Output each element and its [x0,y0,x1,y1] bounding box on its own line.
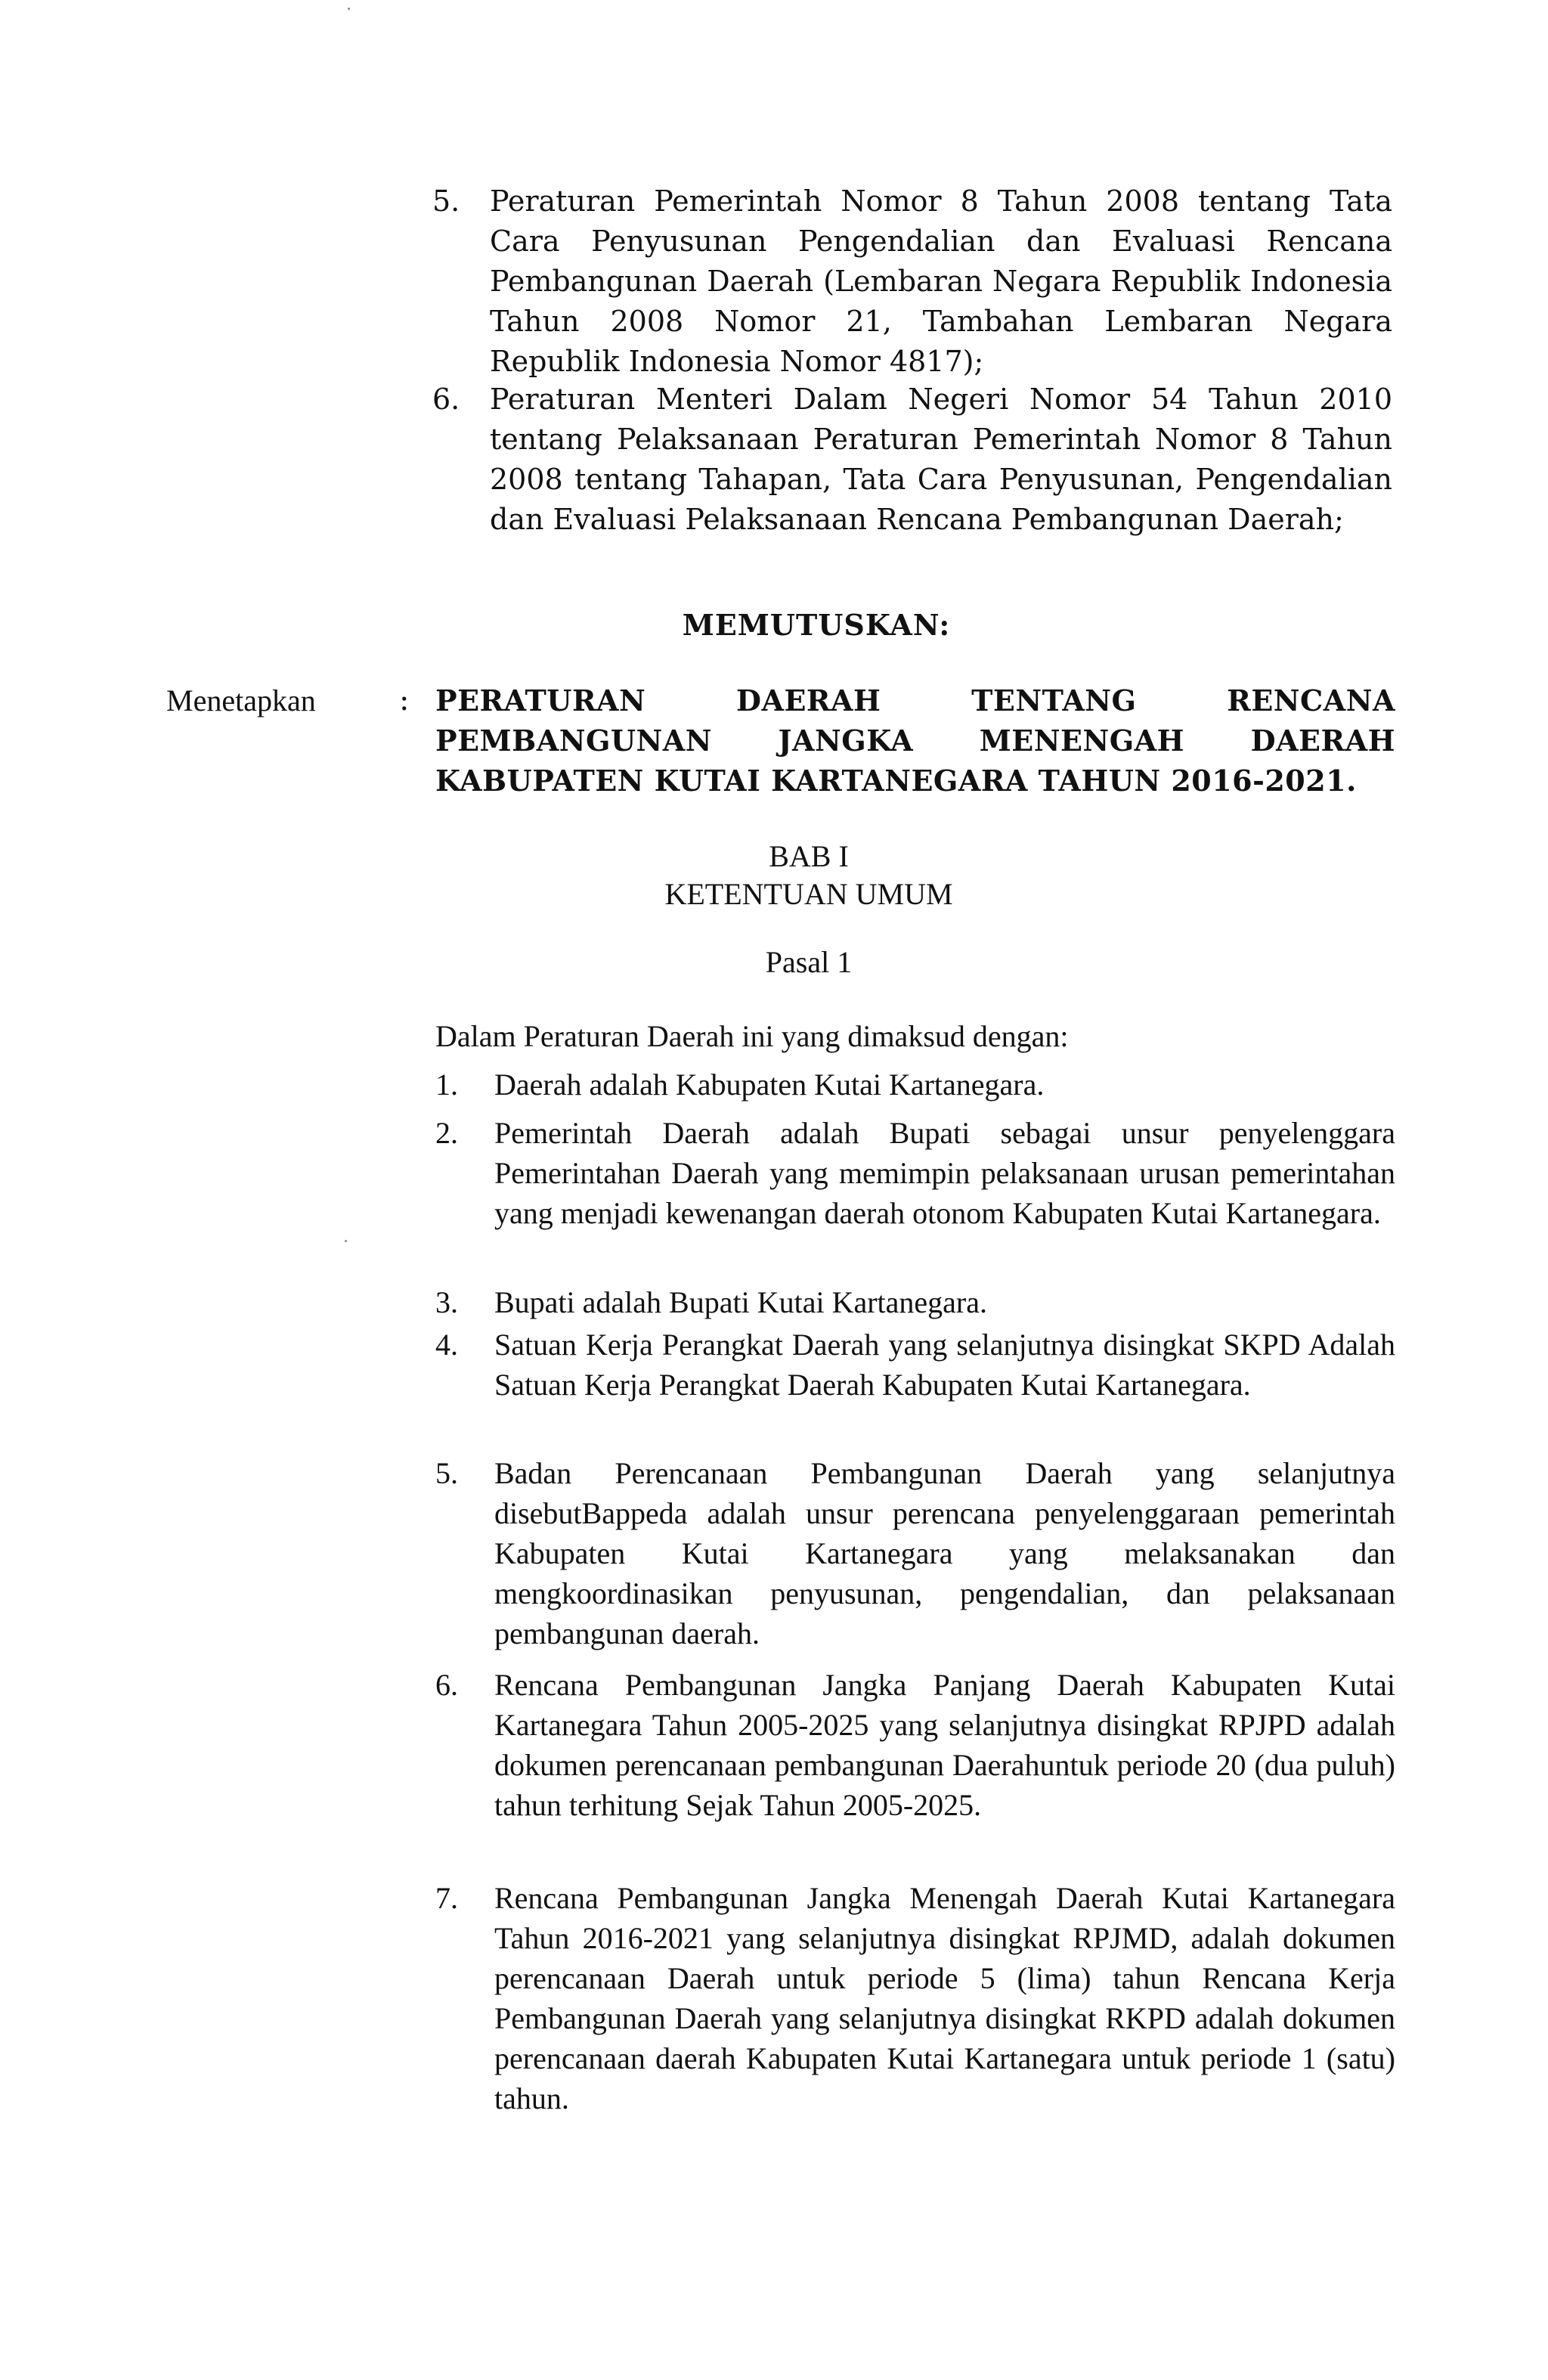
menetapkan-text: PERATURAN DAERAH TENTANG RENCANA PEMBANGUNAN JANGKA MENENGAH DAERAH KABUPATEN KUTAI KARTANEGARA TAHUN 2016-2021. [435,683,1395,798]
chapter-subtitle: KETENTUAN UMUM [664,877,953,911]
definition-number: 3. [435,1285,458,1319]
definition-text: Pemerintah Daerah adalah Bupati sebagai unsur penyelenggara Pemerintahan Daerah yang memimpin pelaksanaan urusan pemerintahan yang menjadi kewenangan daerah otonom Kabupaten Kutai Kartanegara. [494,1116,1395,1230]
definition-item [435,1878,1395,2118]
consideration-text: Peraturan Pemerintah Nomor 8 Tahun 2008 tentang Tata Cara Penyusunan Pengendalian dan Evaluasi Rencana Pembangunan Daerah (Lembaran Negara Republik Indonesia Tahun 2008 Nomor 21, Tambahan Lembaran Negara Republik Indonesia Nomor 4817); [490,184,1392,378]
consideration-number: 5. [432,184,460,218]
definition-number: 5. [435,1456,458,1490]
definitions-intro: Dalam Peraturan Daerah ini yang dimaksud dengan: [435,1019,1069,1053]
scan-speck [348,8,350,10]
definition-item [435,1282,1395,1322]
definition-item [435,1113,1395,1233]
definition-item [435,1453,1395,1653]
definition-number: 1. [435,1068,458,1102]
chapter-title: BAB I [769,839,849,873]
definition-text: Daerah adalah Kabupaten Kutai Kartanegara. [494,1068,1045,1102]
definition-number: 2. [435,1116,458,1150]
consideration-number: 6. [432,383,460,416]
definition-number: 6. [435,1668,458,1702]
definition-text: Badan Perencanaan Pembangunan Daerah yang selanjutnya disebutBappeda adalah unsur perencana penyelenggaraan pemerintah Kabupaten Kutai Kartanegara yang melaksanakan dan mengkoordinasikan penyusunan, pengendalian, dan pelaksanaan pembangunan daerah. [494,1456,1395,1650]
definition-item [435,1064,1395,1105]
definition-text: Rencana Pembangunan Jangka Panjang Daerah Kabupaten Kutai Kartanegara Tahun 2005-2025 yang selanjutnya disingkat RPJPD adalah dokumen perencanaan pembangunan Daerahuntuk periode 20 (dua puluh) tahun terhitung Sejak Tahun 2005-2025. [494,1668,1395,1822]
scan-speck [345,1240,347,1242]
definition-text: Rencana Pembangunan Jangka Menengah Daerah Kutai Kartanegara Tahun 2016-2021 yang selanjutnya disingkat RPJMD, adalah dokumen perencanaan Daerah untuk periode 5 (lima) tahun Rencana Kerja Pembangunan Daerah yang selanjutnya disingkat RKPD adalah dokumen perencanaan daerah Kabupaten Kutai Kartanegara untuk periode 1 (satu) tahun. [494,1881,1395,2115]
menetapkan-colon: : [399,683,410,717]
definition-item [435,1665,1395,1825]
definition-number: 7. [435,1881,458,1915]
definition-text: Satuan Kerja Perangkat Daerah yang selanjutnya disingkat SKPD Adalah Satuan Kerja Perangkat Daerah Kabupaten Kutai Kartanegara. [494,1328,1395,1402]
consideration-item [432,181,1392,382]
consideration-item [432,380,1392,540]
definition-item [435,1325,1395,1405]
consideration-text: Peraturan Menteri Dalam Negeri Nomor 54 Tahun 2010 tentang Pelaksanaan Peraturan Pemerintah Nomor 8 Tahun 2008 tentang Tahapan, Tata Cara Penyusunan, Pengendalian dan Evaluasi Pelaksanaan Rencana Pembangunan Daerah; [490,383,1392,536]
definition-number: 4. [435,1328,458,1362]
article-title: Pasal 1 [765,945,853,979]
definition-text: Bupati adalah Bupati Kutai Kartanegara. [494,1285,987,1319]
decision-heading: MEMUTUSKAN: [682,608,951,642]
menetapkan-label: Menetapkan [166,683,316,717]
